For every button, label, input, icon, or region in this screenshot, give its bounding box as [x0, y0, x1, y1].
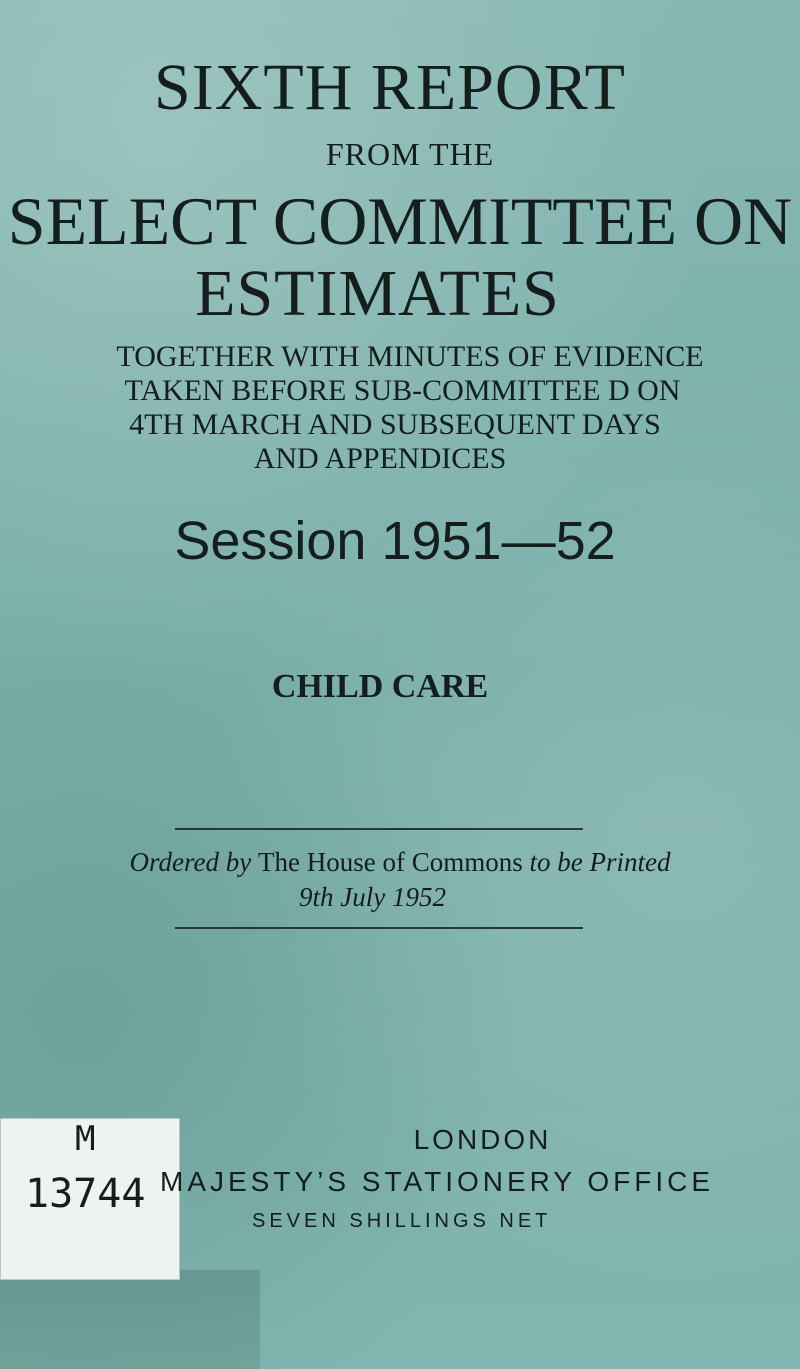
session-years: Session 1951—52 — [174, 511, 616, 571]
imprint-price: SEVEN SHILLINGS NET — [252, 1210, 552, 1232]
printing-order-pre: Ordered by — [129, 847, 252, 877]
printing-order — [0, 847, 800, 878]
imprint-city: LONDON — [413, 1124, 552, 1155]
subtitle-line2: TAKEN BEFORE SUB-COMMITTEE D ON — [124, 374, 681, 407]
printing-order-post: to be Printed — [529, 847, 671, 877]
subtitle-line3: 4TH MARCH AND SUBSEQUENT DAYS — [129, 408, 661, 441]
report-title-line3: ESTIMATES — [195, 257, 560, 330]
report-topic: CHILD CARE — [271, 668, 489, 705]
printing-date: 9th July 1952 — [299, 882, 446, 912]
report-from-the: FROM THE — [325, 136, 495, 172]
printing-order-house: The House of Commons — [258, 847, 523, 877]
report-title-line2: SELECT COMMITTEE ON — [7, 183, 793, 259]
subtitle-line1: TOGETHER WITH MINUTES OF EVIDENCE — [116, 340, 704, 373]
library-label-line2: 13744 — [25, 1171, 146, 1217]
report-title-line1: SIXTH REPORT — [154, 51, 626, 124]
imprint-publisher: MAJESTY’S STATIONERY OFFICE — [160, 1166, 714, 1197]
subtitle-line4: AND APPENDICES — [253, 442, 507, 475]
library-label — [0, 1118, 180, 1280]
cover-wear-shadow — [0, 1270, 260, 1369]
divider-top — [175, 828, 583, 830]
divider-bottom — [175, 927, 583, 929]
library-label-line1: M — [75, 1119, 96, 1159]
